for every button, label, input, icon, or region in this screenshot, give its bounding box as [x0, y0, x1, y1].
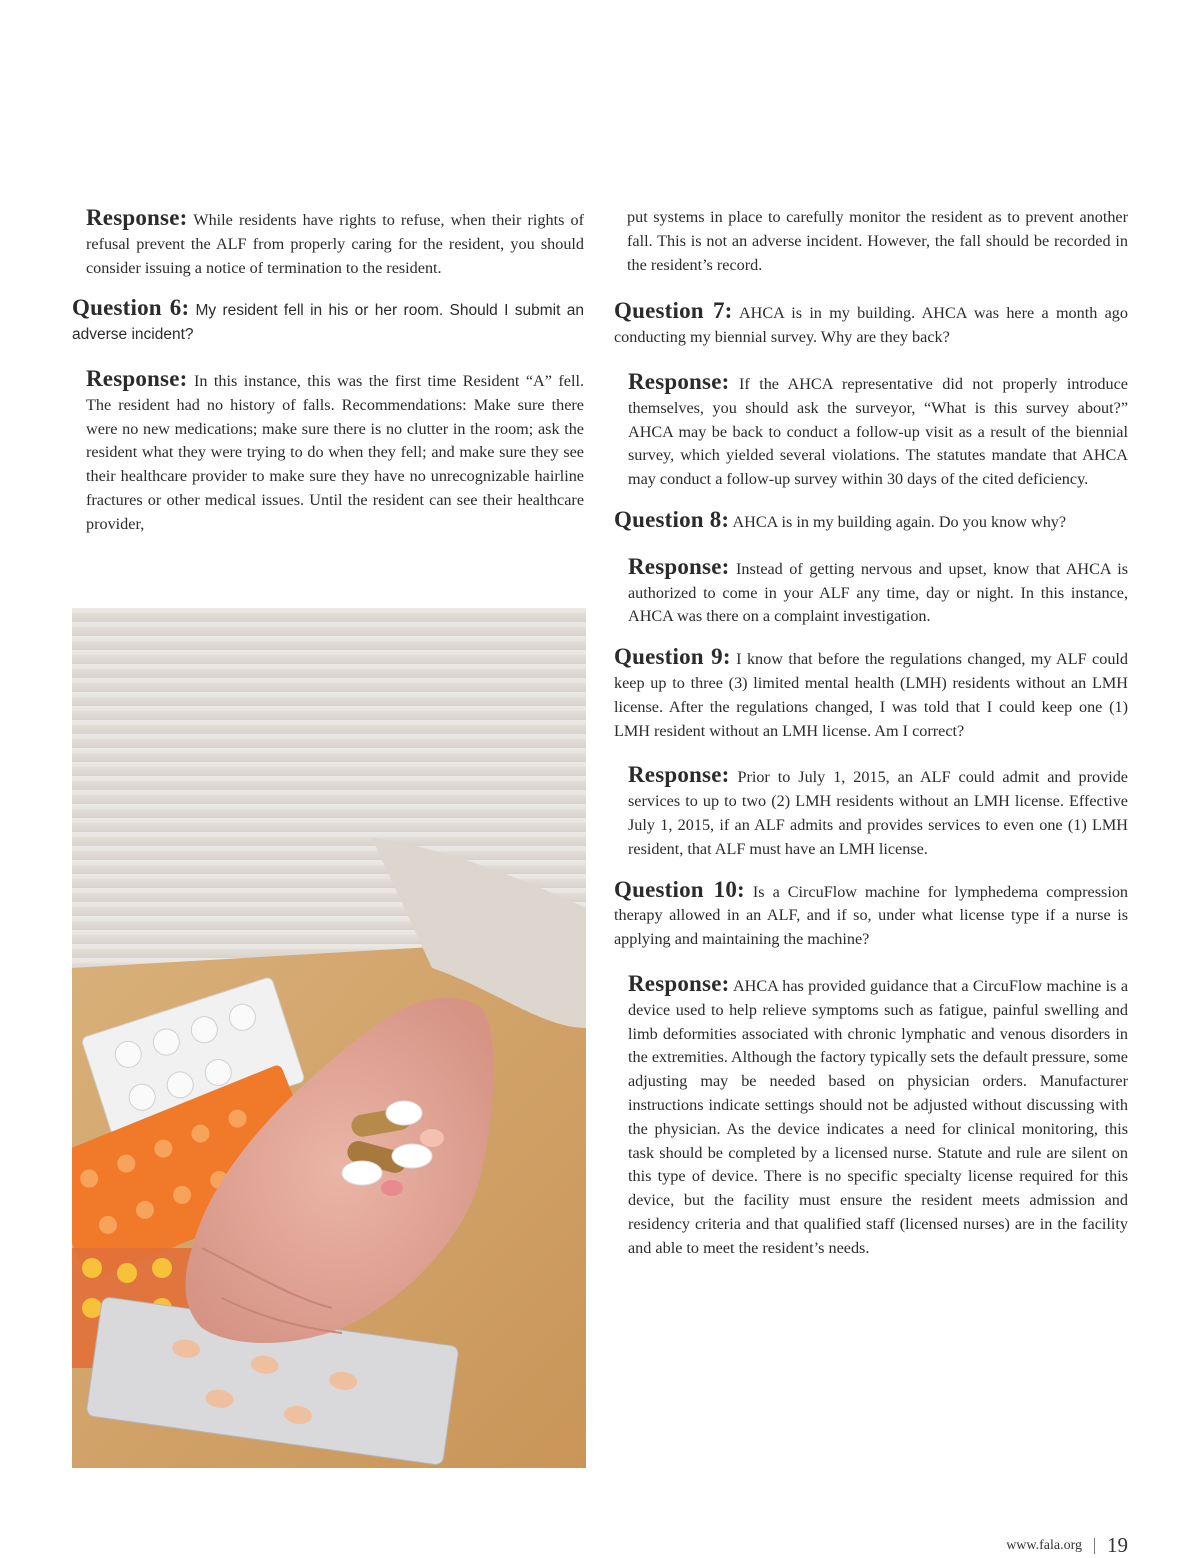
response-6: [86, 367, 584, 537]
response-label: Response:: [628, 368, 730, 394]
question-label: Question 8:: [614, 506, 730, 532]
question-6: [72, 296, 584, 347]
question-text: Is a CircuFlow machine for lymphedema compression therapy allowed in an ALF, and if so, under what license type if a nurse is applying and maintaining the machine?: [614, 882, 1129, 949]
question-label: Question 9:: [614, 644, 731, 670]
response-5: [86, 206, 584, 280]
question-text: I know that before the regulations changed, my ALF could keep up to three (3) limited mental health (LMH) residents without an LMH license. After the regulations changed, I was told that I could keep one (1) LMH resident without an LMH license. Am I correct?: [614, 650, 1128, 740]
response-label: Response:: [628, 553, 730, 579]
question-text: AHCA is in my building. AHCA was here a month ago conducting my biennial survey. Why are they back?: [614, 304, 1128, 347]
response-text: Prior to July 1, 2015, an ALF could admit and provide services to up to two (2) LMH residents without an LMH license. Effective July 1, 2015, if an ALF admits and provides services to even one (1) LMH resident, that ALF must have an LMH license.: [628, 768, 1128, 858]
response-text: In this instance, this was the first time Resident “A” fell. The resident had no history of falls. Recommendations: Make sure there were no new medications; make sure there is no clutter in the room; ask the resident what they were trying to do when they fell; and make sure they see their healthcare provider to make sure they have no unrecognizable hairline fractures or other medical issues. Until the resident can see their healthcare provider,: [86, 371, 585, 533]
question-7: [614, 299, 1128, 350]
question-text: My resident fell in his or her room. Should I submit an adverse incident?: [72, 302, 585, 344]
response-label: Response:: [628, 762, 730, 788]
question-label: Question 10:: [614, 876, 745, 902]
question-label: Question 6:: [72, 295, 190, 321]
response-10: [628, 972, 1128, 1261]
pills-illustration: [72, 608, 586, 1468]
response-label: Response:: [86, 365, 188, 391]
footer-divider: [1094, 1538, 1095, 1554]
question-10: [614, 878, 1128, 952]
response-8: [628, 555, 1128, 629]
response-label: Response:: [86, 205, 188, 230]
response-label: Response:: [628, 970, 730, 996]
left-column: [72, 206, 584, 553]
response-text: If the AHCA representative did not properly introduce themselves, you should ask the surveyor, “What is this survey about?” AHCA may be back to conduct a follow-up visit as a result of the biennial survey, which yielded several violations. The statutes mandate that AHCA may conduct a follow-up survey within 30 days of the cited deficiency.: [628, 374, 1128, 489]
question-text: AHCA is in my building again. Do you know why?: [732, 512, 1067, 531]
response-text: While residents have rights to refuse, when their rights of refusal prevent the ALF from properly caring for the resident, you should consider issuing a notice of termination to the resident.: [86, 211, 584, 277]
response-text: Instead of getting nervous and upset, know that AHCA is authorized to come in your ALF any time, day or night. In this instance, AHCA was there on a complaint investigation.: [628, 559, 1129, 626]
response-text: AHCA has provided guidance that a CircuFlow machine is a device used to help relieve symptoms such as fatigue, painful swelling and limb deformities associated with chronic lymphatic and venous disorders in the extremities. Although the factory typically sets the default pressure, some adjusting may be needed based on physician orders. Manufacturer instructions indicate settings should not be adjusted without discussing with the physician. As the device indicates a need for clinical monitoring, this task should be completed by a licensed nurse. Statute and rule are silent on this type of device. There is no specific specialty license required for this device, but the facility must ensure the resident meets admission and residency criteria and that qualified staff (licensed nurses) are in the facility and able to meet the resident’s needs.: [628, 976, 1128, 1257]
response-9: [628, 763, 1128, 861]
page-number: 19: [1107, 1533, 1128, 1557]
photo-hand-with-pills: [72, 608, 586, 1468]
website-link[interactable]: www.fala.org: [1006, 1537, 1082, 1553]
response-6-continued: put systems in place to carefully monitor the resident as to prevent another fall. This is not an adverse incident. However, the fall should be recorded in the resident’s record.: [627, 208, 1128, 274]
page-footer: [1006, 1533, 1128, 1558]
question-label: Question 7:: [614, 298, 733, 324]
question-8: [614, 508, 1128, 535]
response-7: [628, 370, 1128, 492]
question-9: [614, 645, 1128, 743]
right-column: [614, 206, 1128, 1276]
